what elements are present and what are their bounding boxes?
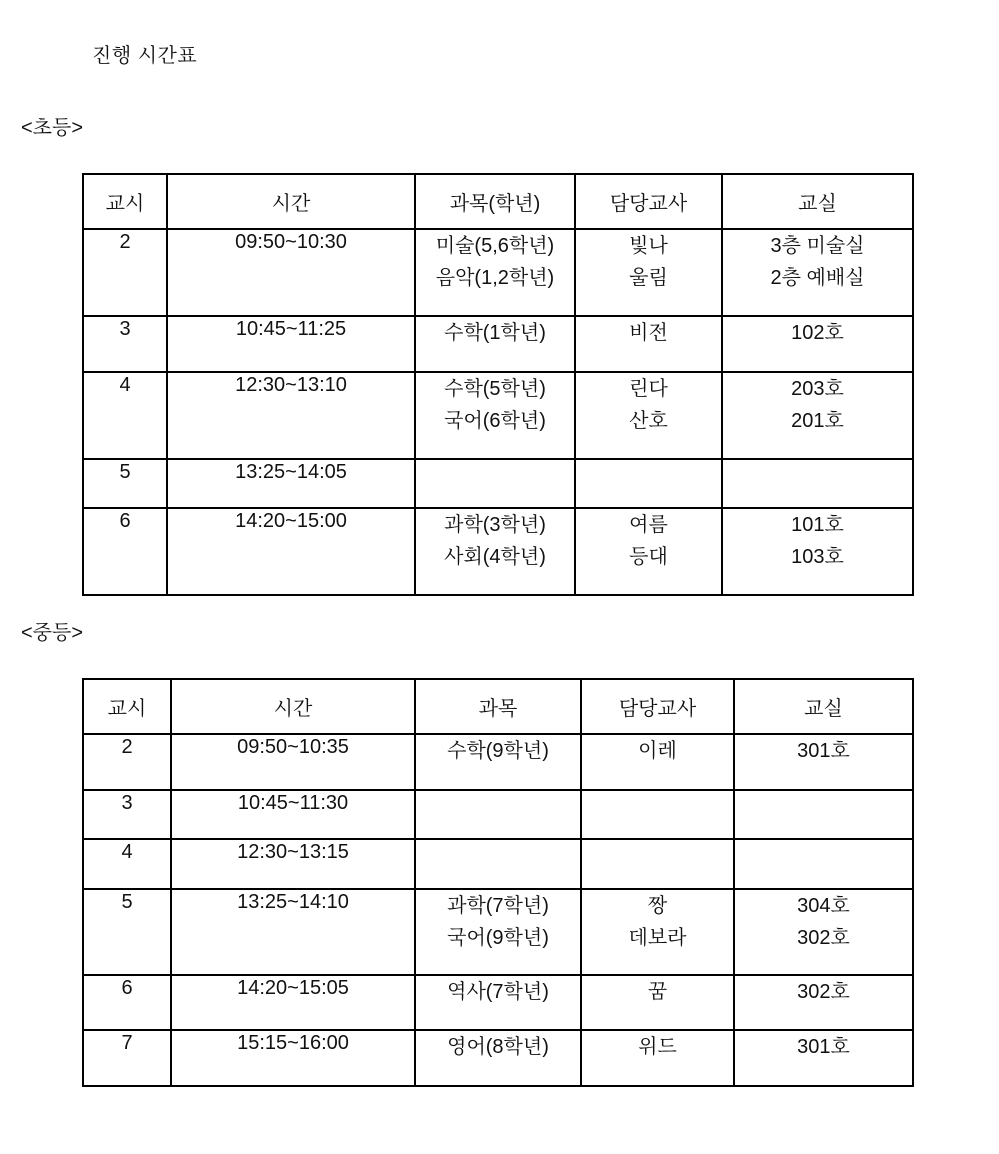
elementary-schedule-table <box>82 173 914 596</box>
table-row <box>83 839 913 889</box>
time-cell: 12:30~13:10 <box>167 372 415 459</box>
time-cell: 15:15~16:00 <box>171 1030 415 1086</box>
room-cell <box>734 790 913 839</box>
time-cell: 13:25~14:10 <box>171 889 415 975</box>
teacher-line: 울림 <box>629 267 668 289</box>
table-row <box>83 1030 913 1086</box>
teacher-cell <box>581 1030 734 1086</box>
header-time: 시간 <box>171 679 415 734</box>
room-line: 101호 <box>791 514 844 536</box>
time-cell: 14:20~15:05 <box>171 975 415 1030</box>
teacher-line: 비전 <box>629 322 668 344</box>
period-cell: 3 <box>83 316 167 372</box>
subject-cell <box>415 508 575 595</box>
table-row <box>83 508 913 595</box>
subject-cell <box>415 316 575 372</box>
period-cell: 4 <box>83 372 167 459</box>
room-line: 203호 <box>791 378 844 400</box>
period-cell: 7 <box>83 1030 171 1086</box>
subject-cell <box>415 459 575 508</box>
middle-schedule-table <box>82 678 914 1087</box>
room-line: 102호 <box>791 322 844 344</box>
time-cell: 13:25~14:05 <box>167 459 415 508</box>
period-cell: 6 <box>83 975 171 1030</box>
time-cell: 09:50~10:30 <box>167 229 415 316</box>
section-label-elementary: <초등> <box>21 117 83 139</box>
subject-cell <box>415 975 581 1030</box>
subject-line: 국어(9학년) <box>447 927 549 949</box>
header-room: 교실 <box>722 174 913 229</box>
subject-line: 영어(8학년) <box>447 1036 549 1058</box>
room-cell <box>734 889 913 975</box>
teacher-cell <box>575 316 722 372</box>
time-cell: 10:45~11:30 <box>171 790 415 839</box>
teacher-line: 데보라 <box>628 927 687 949</box>
header-room: 교실 <box>734 679 913 734</box>
room-cell <box>722 229 913 316</box>
teacher-cell <box>581 889 734 975</box>
table-row <box>83 459 913 508</box>
period-cell: 3 <box>83 790 171 839</box>
table-row <box>83 889 913 975</box>
time-cell: 12:30~13:15 <box>171 839 415 889</box>
subject-cell <box>415 1030 581 1086</box>
subject-cell <box>415 229 575 316</box>
header-subject: 과목 <box>415 679 581 734</box>
time-cell: 09:50~10:35 <box>171 734 415 790</box>
time-cell: 14:20~15:00 <box>167 508 415 595</box>
header-teacher: 담당교사 <box>581 679 734 734</box>
room-line: 304호 <box>797 895 850 917</box>
teacher-line: 짱 <box>647 895 668 917</box>
teacher-cell <box>575 372 722 459</box>
teacher-cell <box>581 839 734 889</box>
subject-line: 미술(5,6학년) <box>435 235 555 257</box>
period-cell: 5 <box>83 889 171 975</box>
table-row <box>83 229 913 316</box>
room-line: 302호 <box>797 927 850 949</box>
room-cell <box>722 372 913 459</box>
subject-cell <box>415 889 581 975</box>
room-cell <box>722 508 913 595</box>
subject-line: 과학(7학년) <box>447 895 549 917</box>
teacher-line: 위드 <box>638 1036 677 1058</box>
subject-line: 수학(1학년) <box>444 322 546 344</box>
table-row <box>83 316 913 372</box>
subject-line: 수학(5학년) <box>444 378 546 400</box>
table-row <box>83 372 913 459</box>
room-line: 3층 미술실 <box>770 235 865 257</box>
period-cell: 5 <box>83 459 167 508</box>
period-cell: 2 <box>83 229 167 316</box>
room-line: 301호 <box>797 740 850 762</box>
table-header-row <box>83 174 913 229</box>
room-line: 301호 <box>797 1036 850 1058</box>
section-label-middle: <중등> <box>21 622 83 644</box>
room-cell <box>722 316 913 372</box>
room-line: 201호 <box>791 410 844 432</box>
teacher-cell <box>575 459 722 508</box>
teacher-line: 이레 <box>638 740 677 762</box>
subject-line: 사회(4학년) <box>444 546 546 568</box>
teacher-line: 꿈 <box>647 981 668 1003</box>
document-title: 진행 시간표 <box>92 45 198 67</box>
subject-cell <box>415 790 581 839</box>
room-cell <box>734 975 913 1030</box>
teacher-cell <box>575 229 722 316</box>
teacher-line: 빛나 <box>629 235 668 257</box>
room-cell <box>734 1030 913 1086</box>
teacher-line: 린다 <box>629 378 668 400</box>
room-line: 302호 <box>797 981 850 1003</box>
subject-cell <box>415 372 575 459</box>
teacher-cell <box>581 790 734 839</box>
teacher-line: 산호 <box>629 410 668 432</box>
room-cell <box>734 839 913 889</box>
teacher-line: 등대 <box>629 546 668 568</box>
teacher-line: 여름 <box>629 514 668 536</box>
room-line: 2층 예배실 <box>770 267 865 289</box>
table-header-row <box>83 679 913 734</box>
subject-line: 국어(6학년) <box>444 410 546 432</box>
table-row <box>83 975 913 1030</box>
room-cell <box>734 734 913 790</box>
teacher-cell <box>575 508 722 595</box>
header-period: 교시 <box>83 679 171 734</box>
period-cell: 6 <box>83 508 167 595</box>
subject-line: 음악(1,2학년) <box>435 267 555 289</box>
header-teacher: 담당교사 <box>575 174 722 229</box>
subject-line: 역사(7학년) <box>447 981 549 1003</box>
header-time: 시간 <box>167 174 415 229</box>
period-cell: 4 <box>83 839 171 889</box>
room-line: 103호 <box>791 546 844 568</box>
header-period: 교시 <box>83 174 167 229</box>
teacher-cell <box>581 975 734 1030</box>
room-cell <box>722 459 913 508</box>
teacher-cell <box>581 734 734 790</box>
period-cell: 2 <box>83 734 171 790</box>
table-row <box>83 790 913 839</box>
subject-line: 과학(3학년) <box>444 514 546 536</box>
subject-cell <box>415 839 581 889</box>
header-subject: 과목(학년) <box>415 174 575 229</box>
time-cell: 10:45~11:25 <box>167 316 415 372</box>
table-row <box>83 734 913 790</box>
subject-line: 수학(9학년) <box>447 740 549 762</box>
subject-cell <box>415 734 581 790</box>
